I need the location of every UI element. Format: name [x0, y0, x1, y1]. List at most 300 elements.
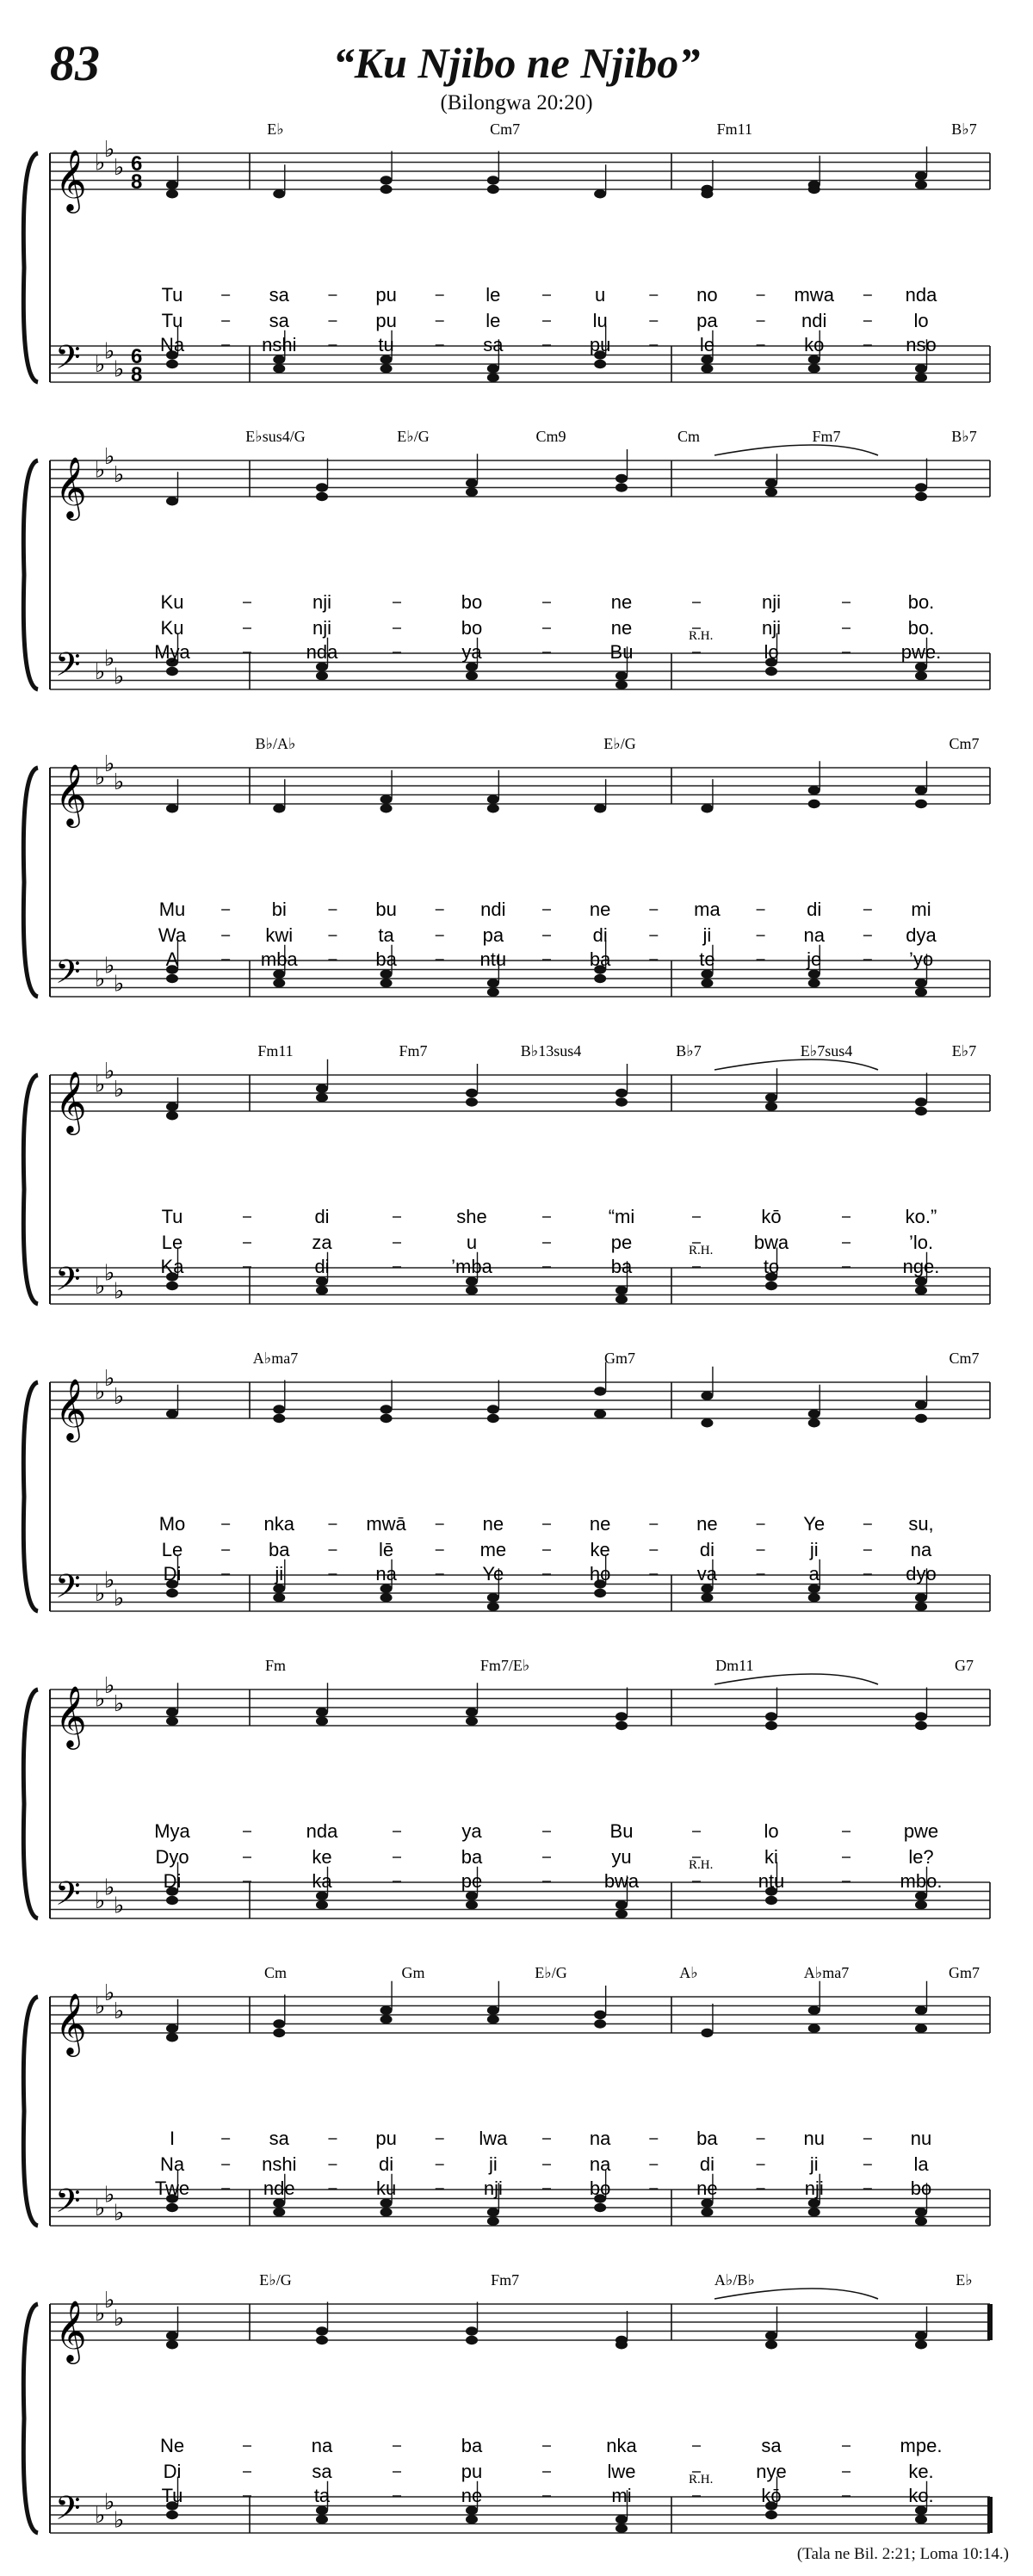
lyric-syllable: sa [269, 2128, 289, 2149]
bass-notehead [316, 663, 328, 671]
bass-notehead [915, 1277, 927, 1286]
lyric-syllable: nji [761, 591, 782, 613]
treble-notehead [765, 2340, 777, 2349]
bass-clef-icon: 𝄢 [55, 1875, 81, 1920]
bass-notehead [166, 1589, 178, 1597]
lyric-syllable: ta [378, 924, 394, 946]
lyric-syllable: Wa [158, 924, 187, 946]
treble-notehead [166, 1410, 178, 1418]
lyric-syllable: bo [461, 591, 483, 613]
lyric-syllable: za [312, 1232, 332, 1253]
lyric-syllable: pe [610, 1232, 633, 1253]
footer-reference: (Tala ne Bil. 2:21; Loma 10:14.) [796, 2545, 1009, 2563]
bass-notehead [701, 979, 713, 987]
treble-notehead [273, 189, 285, 198]
chord-symbol: Cm [263, 1964, 288, 1981]
lyric-syllable: Tu [161, 1206, 183, 1227]
bass-notehead [615, 681, 628, 689]
lyric-syllable: ’lo. [908, 1232, 934, 1253]
lyric-syllable: ntu [479, 948, 507, 970]
lyric-syllable: pu [375, 310, 397, 331]
treble-notehead [765, 1093, 777, 1102]
flat-sign-icon: ♭ [114, 1690, 125, 1716]
treble-notehead [765, 1721, 777, 1730]
treble-notehead [273, 1405, 285, 1413]
bass-notehead [594, 974, 606, 983]
flat-sign-icon: ♭ [104, 751, 115, 776]
flat-sign-icon: ♭ [104, 953, 115, 979]
lyric-syllable: nji [483, 2178, 503, 2199]
chord-symbol: Cm7 [490, 120, 521, 138]
treble-notehead [316, 492, 328, 501]
flat-sign-icon: ♭ [114, 1998, 125, 2023]
treble-notehead [273, 1414, 285, 1423]
flat-sign-icon: ♭ [104, 338, 115, 364]
tie-arc [714, 1059, 878, 1070]
treble-clef-icon: 𝄞 [55, 1995, 87, 2054]
chord-symbol: Dm11 [715, 1657, 754, 1674]
treble-notehead [380, 1414, 393, 1423]
bass-notehead [316, 2515, 328, 2523]
bass-notehead [701, 2208, 713, 2216]
bass-clef-icon: 𝄢 [55, 954, 81, 998]
lyric-syllable: nji [804, 2178, 824, 2199]
lyric-syllable: I [169, 2128, 176, 2149]
lyric-syllable: su, [908, 1513, 934, 1535]
bass-notehead [273, 979, 285, 987]
treble-notehead [594, 189, 606, 198]
flat-sign-icon: ♭ [114, 1585, 125, 1611]
lyric-syllable: ne [610, 591, 633, 613]
lyric-syllable: pa [696, 310, 718, 331]
treble-notehead [808, 1418, 820, 1427]
treble-notehead [765, 1103, 777, 1111]
flat-sign-icon: ♭ [114, 1076, 125, 1102]
lyric-syllable: ko. [908, 2485, 934, 2506]
lyric-syllable: ji [809, 1539, 819, 1560]
treble-notehead [615, 483, 628, 491]
treble-notehead [380, 795, 393, 804]
lyric-syllable: “mi [608, 1206, 635, 1227]
time-signature-bottom: 8 [131, 363, 143, 386]
lyric-syllable: nji [312, 617, 332, 639]
treble-notehead [166, 1103, 178, 1111]
treble-clef-icon: 𝄞 [55, 151, 87, 210]
bass-notehead [487, 1593, 499, 1602]
system-brace [23, 768, 38, 997]
lyric-syllable: ko [804, 334, 825, 355]
treble-notehead [380, 804, 393, 812]
lyric-syllable: yu [611, 1846, 632, 1868]
flat-sign-icon: ♭ [95, 1993, 106, 2019]
flat-sign-icon: ♭ [114, 2305, 125, 2331]
lyric-syllable: nu [803, 2128, 825, 2149]
lyric-syllable: Le [161, 1232, 183, 1253]
lyric-syllable: mpe. [900, 2435, 943, 2456]
chord-symbol: B♭7 [951, 428, 977, 445]
treble-notehead [316, 1717, 328, 1726]
lyric-syllable: ji [809, 2153, 819, 2175]
lyric-syllable: na [910, 1539, 932, 1560]
treble-notehead [166, 1111, 178, 1120]
time-signature-top: 6 [131, 152, 143, 176]
chord-symbol: G7 [955, 1657, 974, 1674]
chord-symbol: E♭7 [951, 1042, 977, 1059]
chord-symbol: E♭/G [603, 735, 636, 752]
system-brace [23, 1075, 38, 1304]
bass-clef-icon: 𝄢 [55, 1568, 81, 1613]
lyric-syllable: lo [913, 310, 929, 331]
bass-notehead [273, 2208, 285, 2216]
flat-sign-icon: ♭ [95, 1686, 106, 1712]
treble-clef-icon: 𝄞 [55, 766, 87, 825]
flat-sign-icon: ♭ [114, 1383, 125, 1409]
bass-notehead [701, 970, 713, 979]
treble-notehead [273, 804, 285, 812]
treble-notehead [615, 474, 628, 483]
lyric-syllable: bo [910, 2178, 932, 2199]
lyric-syllable: sa [312, 2461, 332, 2482]
treble-notehead [487, 1405, 499, 1413]
bass-notehead [701, 1593, 713, 1602]
scripture-reference: (Bilongwa 20:20) [440, 91, 593, 114]
flat-sign-icon: ♭ [114, 971, 125, 997]
lyric-syllable: nso [906, 334, 937, 355]
bass-notehead [380, 970, 393, 979]
lyric-syllable: di [592, 924, 608, 946]
flat-sign-icon: ♭ [104, 1365, 115, 1391]
lyric-syllable: ne [589, 1513, 611, 1535]
flat-sign-icon: ♭ [95, 1888, 106, 1913]
flat-sign-icon: ♭ [104, 2287, 115, 2313]
system-brace [23, 1690, 38, 1918]
flat-sign-icon: ♭ [95, 352, 106, 377]
flat-sign-icon: ♭ [104, 2182, 115, 2208]
lyric-syllable: nu [910, 2128, 932, 2149]
bass-notehead [166, 974, 178, 983]
bass-clef-icon: 𝄢 [55, 339, 81, 384]
bass-notehead [915, 364, 927, 373]
treble-notehead [594, 2011, 606, 2019]
treble-notehead [166, 804, 178, 812]
chord-symbol: A♭ma7 [252, 1350, 299, 1367]
lyric-syllable: lo [764, 641, 779, 663]
lyric-syllable: ku [375, 2178, 397, 2199]
lyric-syllable: ta [313, 2485, 331, 2506]
lyric-syllable: lwa [479, 2128, 508, 2149]
treble-notehead [615, 1721, 628, 1730]
lyric-syllable: bi [271, 899, 287, 920]
treble-notehead [808, 185, 820, 194]
chord-symbol: B♭13sus4 [520, 1042, 582, 1059]
treble-notehead [466, 1089, 478, 1097]
flat-sign-icon: ♭ [104, 136, 115, 162]
flat-sign-icon: ♭ [114, 356, 125, 382]
treble-notehead [380, 185, 393, 194]
bass-notehead [615, 2515, 628, 2523]
chord-symbol: Fm7/E♭ [479, 1657, 530, 1674]
lyric-syllable: pa [482, 924, 504, 946]
chord-symbol: Gm7 [949, 1964, 980, 1981]
right-hand-marker: R.H. [689, 2473, 714, 2486]
lyric-syllable: di [379, 2153, 394, 2175]
treble-notehead [166, 1717, 178, 1726]
chord-symbol: B♭/A♭ [255, 735, 296, 752]
lyric-syllable: nda [306, 641, 338, 663]
treble-notehead [615, 2340, 628, 2349]
chord-symbol: E♭/G [535, 1964, 567, 1981]
chord-symbol: A♭ [679, 1964, 698, 1981]
flat-sign-icon: ♭ [114, 154, 125, 180]
lyric-syllable: to [763, 1256, 780, 1277]
bass-notehead [615, 2524, 628, 2533]
time-signature-bottom: 8 [131, 170, 143, 194]
bass-notehead [466, 1892, 478, 1900]
bass-notehead [380, 1585, 393, 1593]
chord-symbol: Gm7 [604, 1350, 635, 1367]
treble-notehead [487, 176, 499, 184]
chord-symbol: Fm7 [812, 428, 841, 445]
bass-notehead [316, 1892, 328, 1900]
bass-notehead [915, 979, 927, 987]
treble-clef-icon: 𝄞 [55, 2302, 87, 2361]
treble-notehead [166, 2340, 178, 2349]
treble-notehead [316, 1093, 328, 1102]
bass-notehead [316, 2506, 328, 2515]
lyric-syllable: tu [378, 334, 394, 355]
bass-notehead [273, 364, 285, 373]
lyric-syllable: je [807, 948, 822, 970]
chord-symbol: Cm [677, 428, 701, 445]
lyric-syllable: pwe. [900, 641, 942, 663]
bass-notehead [915, 1593, 927, 1602]
lyric-syllable: nshi [262, 2153, 297, 2175]
lyric-syllable: kō [761, 1206, 782, 1227]
treble-clef-icon: 𝄞 [55, 1381, 87, 1439]
lyric-syllable: lē [379, 1539, 394, 1560]
treble-notehead [915, 2340, 927, 2349]
treble-notehead [915, 181, 927, 189]
bass-notehead [466, 671, 478, 680]
treble-notehead [615, 1712, 628, 1720]
bass-notehead [808, 364, 820, 373]
flat-sign-icon: ♭ [104, 1260, 115, 1286]
treble-notehead [808, 2024, 820, 2033]
flat-sign-icon: ♭ [114, 1893, 125, 1918]
lyric-syllable: ne [696, 2178, 718, 2199]
lyric-syllable: nshi [262, 334, 297, 355]
lyric-syllable: ne [696, 1513, 718, 1535]
lyric-syllable: na [375, 1563, 397, 1585]
lyric-syllable: ji [275, 1563, 284, 1585]
lyric-syllable: ndi [480, 899, 506, 920]
bass-notehead [808, 970, 820, 979]
lyric-syllable: u [466, 1232, 478, 1253]
treble-notehead [487, 185, 499, 194]
bass-notehead [915, 1900, 927, 1909]
treble-notehead [765, 488, 777, 497]
flat-sign-icon: ♭ [114, 461, 125, 487]
bass-notehead [273, 1585, 285, 1593]
lyric-syllable: Di [163, 1563, 182, 1585]
bass-notehead [466, 2515, 478, 2523]
lyric-syllable: pu [375, 284, 397, 306]
lyric-syllable: ba [461, 1846, 483, 1868]
lyric-syllable: sa [269, 310, 289, 331]
lyric-syllable: na [589, 2153, 611, 2175]
lyric-syllable: nda [905, 284, 937, 306]
chord-symbol: Fm7 [491, 2271, 520, 2289]
lyric-syllable: sa [483, 334, 504, 355]
flat-sign-icon: ♭ [114, 769, 125, 794]
treble-notehead [915, 1414, 927, 1423]
lyric-syllable: ka [312, 1870, 332, 1892]
lyric-syllable: ba [696, 2128, 718, 2149]
bass-notehead [487, 1603, 499, 1611]
bass-notehead [166, 2511, 178, 2519]
bass-notehead [615, 1295, 628, 1304]
treble-notehead [487, 2015, 499, 2023]
treble-notehead [380, 2015, 393, 2023]
lyric-syllable: na [803, 924, 825, 946]
bass-notehead [273, 2199, 285, 2208]
chord-symbol: B♭7 [676, 1042, 702, 1059]
treble-notehead [466, 1717, 478, 1726]
lyric-syllable: nka [263, 1513, 295, 1535]
system-brace [23, 1382, 38, 1611]
treble-notehead [466, 2326, 478, 2335]
chord-symbol: Cm7 [949, 1350, 980, 1367]
treble-notehead [166, 2332, 178, 2340]
treble-clef-icon: 𝄞 [55, 1688, 87, 1746]
flat-sign-icon: ♭ [104, 1875, 115, 1900]
lyric-syllable: ntu [758, 1870, 785, 1892]
treble-notehead [273, 2029, 285, 2037]
flat-sign-icon: ♭ [95, 1274, 106, 1299]
chord-symbol: B♭7 [951, 120, 977, 138]
bass-notehead [380, 979, 393, 987]
tie-arc [714, 2289, 878, 2299]
lyric-syllable: Mo [158, 1513, 186, 1535]
lyric-syllable: le [699, 334, 714, 355]
treble-notehead [915, 786, 927, 794]
bass-notehead [166, 667, 178, 676]
lyric-syllable: ne [589, 899, 611, 920]
bass-clef-icon: 𝄢 [55, 2183, 81, 2227]
bass-notehead [166, 1896, 178, 1905]
system-brace [23, 460, 38, 689]
lyric-syllable: ne [610, 617, 633, 639]
bass-notehead [487, 374, 499, 382]
flat-sign-icon: ♭ [104, 443, 115, 469]
treble-notehead [808, 800, 820, 808]
treble-notehead [701, 804, 713, 812]
treble-notehead [487, 2006, 499, 2015]
treble-notehead [487, 795, 499, 804]
chord-symbol: E♭sus4/G [245, 428, 306, 445]
treble-notehead [915, 1097, 927, 1106]
lyric-syllable: sa [761, 2435, 782, 2456]
treble-notehead [701, 1418, 713, 1427]
treble-notehead [765, 1712, 777, 1720]
lyric-syllable: sa [269, 284, 289, 306]
bass-notehead [316, 1900, 328, 1909]
lyric-syllable: Na [159, 334, 185, 355]
bass-notehead [915, 1603, 927, 1611]
treble-notehead [915, 1712, 927, 1720]
bass-notehead [594, 2203, 606, 2212]
lyric-syllable: ba [589, 948, 611, 970]
flat-sign-icon: ♭ [104, 1058, 115, 1084]
bass-notehead [915, 663, 927, 671]
chord-symbol: Fm7 [399, 1042, 428, 1059]
bass-notehead [466, 663, 478, 671]
bass-notehead [273, 355, 285, 364]
treble-notehead [380, 176, 393, 184]
lyric-syllable: mi [911, 899, 931, 920]
treble-notehead [701, 1392, 713, 1400]
lyric-syllable: Tu [161, 2485, 183, 2506]
treble-notehead [166, 1708, 178, 1716]
treble-notehead [915, 2024, 927, 2033]
flat-sign-icon: ♭ [95, 764, 106, 790]
lyric-syllable: pwe [903, 1820, 939, 1842]
treble-notehead [487, 1414, 499, 1423]
bass-notehead [701, 364, 713, 373]
lyric-syllable: lu [592, 310, 608, 331]
chord-symbol: E♭7sus4 [800, 1042, 853, 1059]
treble-notehead [808, 1410, 820, 1418]
bass-notehead [166, 1282, 178, 1290]
treble-notehead [166, 181, 178, 189]
treble-notehead [466, 488, 478, 497]
lyric-syllable: ma [694, 899, 721, 920]
lyric-syllable: ne [461, 2485, 483, 2506]
lyric-syllable: Le [161, 1539, 183, 1560]
lyric-syllable: mwā [366, 1513, 406, 1535]
lyric-syllable: ’mba [451, 1256, 492, 1277]
treble-notehead [594, 2019, 606, 2028]
lyric-syllable: she [456, 1206, 487, 1227]
bass-notehead [487, 2217, 499, 2226]
lyric-syllable: bo. [907, 617, 935, 639]
bass-notehead [487, 364, 499, 373]
lyric-syllable: Tu [161, 284, 183, 306]
lyric-syllable: di [699, 1539, 714, 1560]
lyric-syllable: mi [611, 2485, 632, 2506]
lyric-syllable: Bu [609, 1820, 634, 1842]
lyric-syllable: nde [263, 2178, 295, 2199]
bass-notehead [915, 2515, 927, 2523]
lyric-syllable: Di [163, 2461, 182, 2482]
lyric-syllable: Ye [803, 1513, 826, 1535]
flat-sign-icon: ♭ [104, 1672, 115, 1698]
lyric-syllable: ke [312, 1846, 332, 1868]
chord-symbol: Fm11 [716, 120, 753, 138]
treble-notehead [915, 800, 927, 808]
bass-notehead [615, 1900, 628, 1909]
treble-notehead [765, 479, 777, 487]
bass-notehead [466, 1277, 478, 1286]
lyric-syllable: A [165, 948, 179, 970]
flat-sign-icon: ♭ [95, 967, 106, 991]
bass-notehead [316, 1286, 328, 1294]
bass-notehead [765, 2511, 777, 2519]
bass-notehead [487, 988, 499, 997]
tie-arc [714, 1674, 878, 1684]
lyric-syllable: ba [461, 2435, 483, 2456]
bass-notehead [701, 1585, 713, 1593]
